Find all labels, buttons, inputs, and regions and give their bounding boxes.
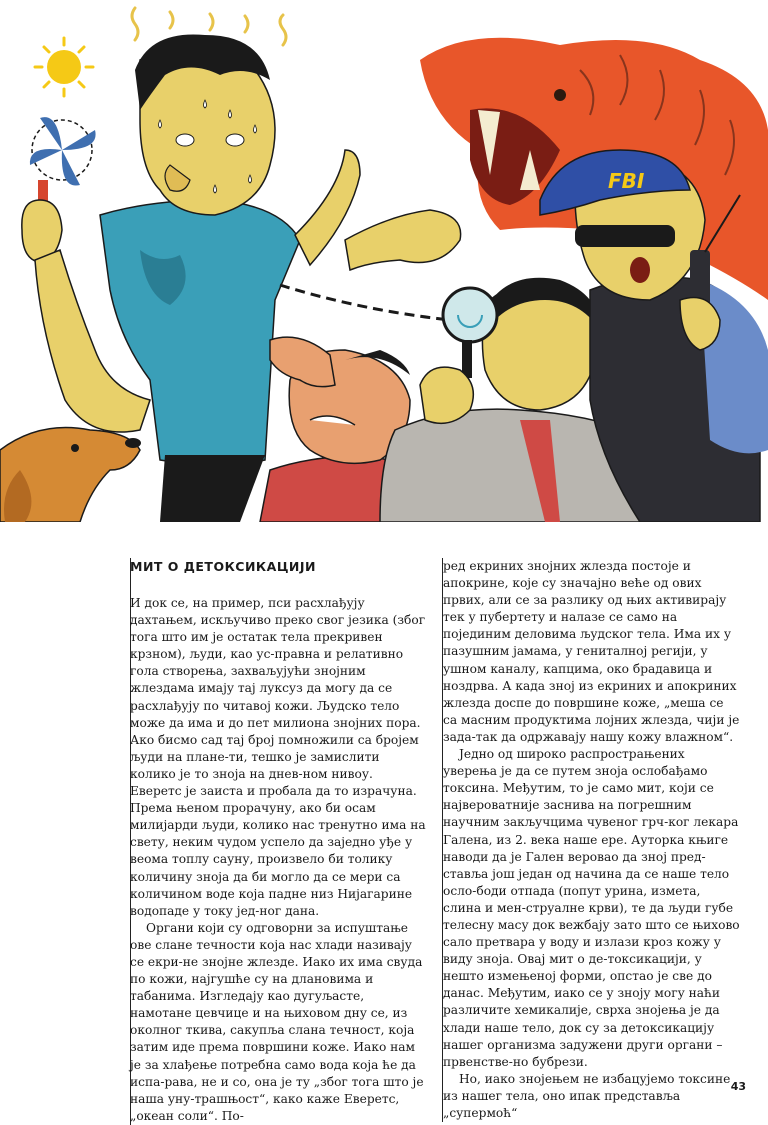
dog-head bbox=[0, 428, 141, 523]
paragraph: Но, иако знојењем не избацујемо токсине из нашег тела, оно ипак представља „супермоћ“ bbox=[443, 1071, 731, 1120]
hand-fan-icon bbox=[22, 117, 96, 262]
dashed-line bbox=[280, 285, 450, 320]
left-column bbox=[130, 558, 429, 1125]
sun-icon bbox=[35, 38, 93, 96]
article-heading: МИТ О ДЕТОКСИКАЦИЈИ bbox=[130, 559, 316, 574]
paragraph: Органи који су одговорни за испуштање ове слане течности која нас хлади називају се екри-не знојне жлезде. Иако их има свуда по кожи, најгушће су на длановима и табанима. Изгледају као дугуљасте, намотане цевчице и на њиховом дну се, из околног ткива, сакупља слана течност, која затим иде према површини коже. Иако нам је за хлађење потребна само вода која ће да испа-рава, не и со, она је ту „због тога што је наша уну-трашњост“, како каже Еверетс, „океан соли“. По- bbox=[130, 920, 424, 1123]
paragraph: Једно од широко распрострањених уверења је да се путем зноја ослобађамо токсина. Међутим, то је само мит, који се највероватније заснива на погрешним научним закључцима чувеног грч-ког лекара Галена, из 2. века наше ере. Ауторка књиге наводи да је Гален веровао да зној пред-ставља још један од начина да се наше тело осло-боди отпада (попут урина, измета, слина и мен-струалне крви), те да људи губе телесну масу док вежбају зато што се њихово сало претвара у воду и излази кроз кожу у виду зноја. Овај мит о де-токсикацији, у нешто измењеној форми, опстао је све до данас. Међутим, иако се у знoју могу наћи различите хемикалије, сврха знојења је да хлади наше тело, док су за детоксикацију нашег организма задужени други органи – првенстве-но бубрези. bbox=[443, 747, 740, 1069]
article-illustration bbox=[0, 0, 768, 522]
right-column bbox=[442, 558, 741, 1122]
fbi-badge-text: FBI bbox=[608, 169, 645, 193]
paragraph: И док се, на пример, пси расхлађују дахтањем, искључиво преко свог језика (због тога што им је остатак тела прекривен крзном), људи, као ус-правна и релативно гола створења, захваљујући знојним жлездама имају тај луксуз да могу да се расхлађују по читавој кожи. Људско тело може да има и до пет милиона знојних пора. Ако бисмо сад тај број помножили са бројем људи на плане-ти, тешко је замислити колико је то зноја на днев-ном нивоу. Еверетс је заиста и пробала да то израчуна. Према њеном прорачуну, ако би осам милијарди људи, колико нас тренутно има на свету, неким чудом успело да заједно уђе у веома топлу сауну, произвело би толику количину зноја да би могло да се мери са количином воде која падне низ Нијагарине водопаде у току јед-ног дана. bbox=[130, 596, 426, 918]
paragraph: ред екриних знојних жлезда постоје и апокрине, које су значајно веће од ових првих, али се за разлику од њих активирају тек у пубертету и налазе се само на појединим деловима људског тела. Има их у пазушним јамама, у гениталној регији, у ушном каналу, капцима, око брадавица и ноздрва. А када зној из екриних и апокриних жлезда доспе до површине коже, „меша се са масним продуктима лојних жлезда, чији је зада-так да одржавају нашу кожу влажном“. bbox=[443, 559, 740, 744]
page-number: 43 bbox=[730, 1080, 746, 1093]
